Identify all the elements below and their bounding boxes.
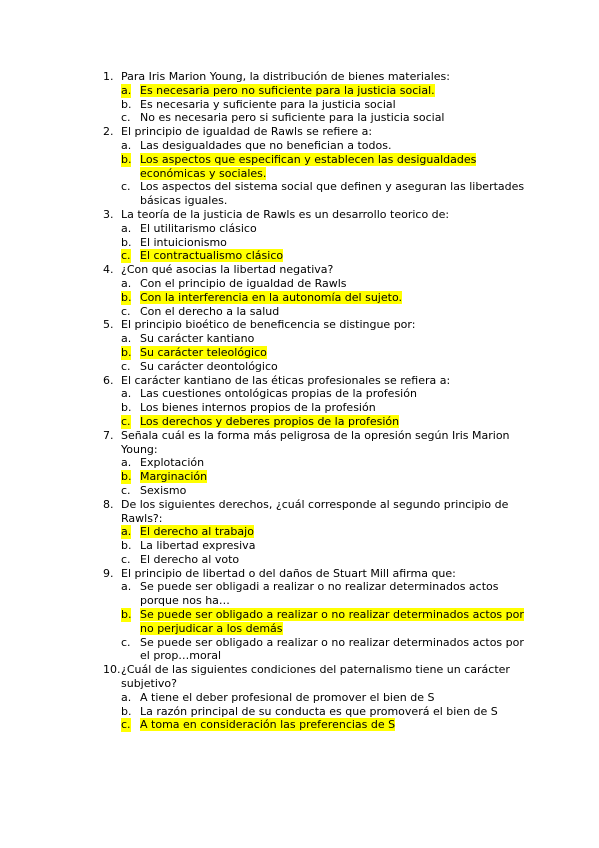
option-b: b. Su carácter teleológico <box>121 345 267 359</box>
question-6 <box>103 374 533 429</box>
option-b: b. La libertad expresiva <box>121 539 256 553</box>
option-a: a. Con el principio de igualdad de Rawls <box>121 276 347 290</box>
option-c: c. Se puede ser obligado a realizar o no realizar determinados actos por el prop…moral <box>121 635 524 663</box>
question-10 <box>103 663 533 732</box>
option-b: b. Los bienes internos propios de la profesión <box>121 401 376 415</box>
question-text: El principio bioético de beneficencia se distingue por: <box>121 318 416 332</box>
question-number: 3. <box>103 207 114 221</box>
option-c: c. Los aspectos del sistema social que definen y aseguran las libertades básicas iguales. <box>121 180 525 208</box>
option-b: b. Se puede ser obligado a realizar o no realizar determinados actos por no perjudicar a los demás <box>121 608 524 635</box>
option-c: c. El contractualismo clásico <box>121 249 284 263</box>
question-text: ¿Cuál de las siguientes condiciones del paternalismo tiene un carácter subjetivo? <box>121 663 510 691</box>
option-c: c. No es necesaria pero si suficiente para la justicia social <box>121 111 445 125</box>
question-text: El carácter kantiano de las éticas profesionales se refiera a: <box>121 373 451 387</box>
question-list <box>103 70 533 732</box>
option-c: c. El derecho al voto <box>121 552 240 566</box>
option-a: a. El derecho al trabajo <box>121 525 254 539</box>
question-2 <box>103 125 533 208</box>
question-number: 7. <box>103 428 114 442</box>
option-c: c. Los derechos y deberes propios de la profesión <box>121 414 400 428</box>
option-a: a. Su carácter kantiano <box>121 332 255 346</box>
question-number: 2. <box>103 125 114 139</box>
option-b: b. Con la interferencia en la autonomía del sujeto. <box>121 290 402 304</box>
question-text: Señala cuál es la forma más peligrosa de la opresión según Iris Marion Young: <box>121 428 510 456</box>
question-number: 10. <box>103 663 121 677</box>
option-b: b. Marginación <box>121 470 208 484</box>
option-c: c. Su carácter deontológico <box>121 359 278 373</box>
option-a: a. El utilitarismo clásico <box>121 221 257 235</box>
option-b: b. El intuicionismo <box>121 235 227 249</box>
question-text: El principio de libertad o del daños de Stuart Mill afirma que: <box>121 566 456 580</box>
question-5 <box>103 318 533 373</box>
question-number: 8. <box>103 497 114 511</box>
option-b: b. Es necesaria y suficiente para la justicia social <box>121 97 396 111</box>
option-c: c. Con el derecho a la salud <box>121 304 280 318</box>
question-9 <box>103 567 533 664</box>
question-number: 5. <box>103 318 114 332</box>
question-8 <box>103 498 533 567</box>
question-number: 9. <box>103 566 114 580</box>
option-a: a. Es necesaria pero no suficiente para la justicia social. <box>121 83 435 97</box>
option-a: a. Las desigualdades que no benefician a todos. <box>121 138 392 152</box>
option-a: a. A tiene el deber profesional de promover el bien de S <box>121 690 435 704</box>
question-number: 6. <box>103 373 114 387</box>
option-c: c. Sexismo <box>121 483 187 497</box>
question-text: Para Iris Marion Young, la distribución de bienes materiales: <box>121 70 450 83</box>
option-a: a. Las cuestiones ontológicas propias de la profesión <box>121 387 417 401</box>
question-text: De los siguientes derechos, ¿cuál corresponde al segundo principio de Rawls?: <box>121 497 509 525</box>
question-text: El principio de igualdad de Rawls se refiere a: <box>121 125 373 139</box>
option-a: a. Se puede ser obligadi a realizar o no realizar determinados actos porque nos ha… <box>121 580 499 608</box>
question-text: La teoría de la justicia de Rawls es un desarrollo teorico de: <box>121 207 450 221</box>
option-b: b. La razón principal de su conducta es que promoverá el bien de S <box>121 704 498 718</box>
option-c: c. A toma en consideración las preferencias de S <box>121 718 396 732</box>
question-number: 1. <box>103 70 114 83</box>
question-7 <box>103 429 533 498</box>
question-1 <box>103 70 533 125</box>
question-number: 4. <box>103 263 114 277</box>
question-4 <box>103 263 533 318</box>
option-b: b. Los aspectos que especifican y establecen las desigualdades económicas y sociales. <box>121 152 477 180</box>
question-text: ¿Con qué asocias la libertad negativa? <box>121 263 334 277</box>
question-3 <box>103 208 533 263</box>
option-a: a. Explotación <box>121 456 205 470</box>
